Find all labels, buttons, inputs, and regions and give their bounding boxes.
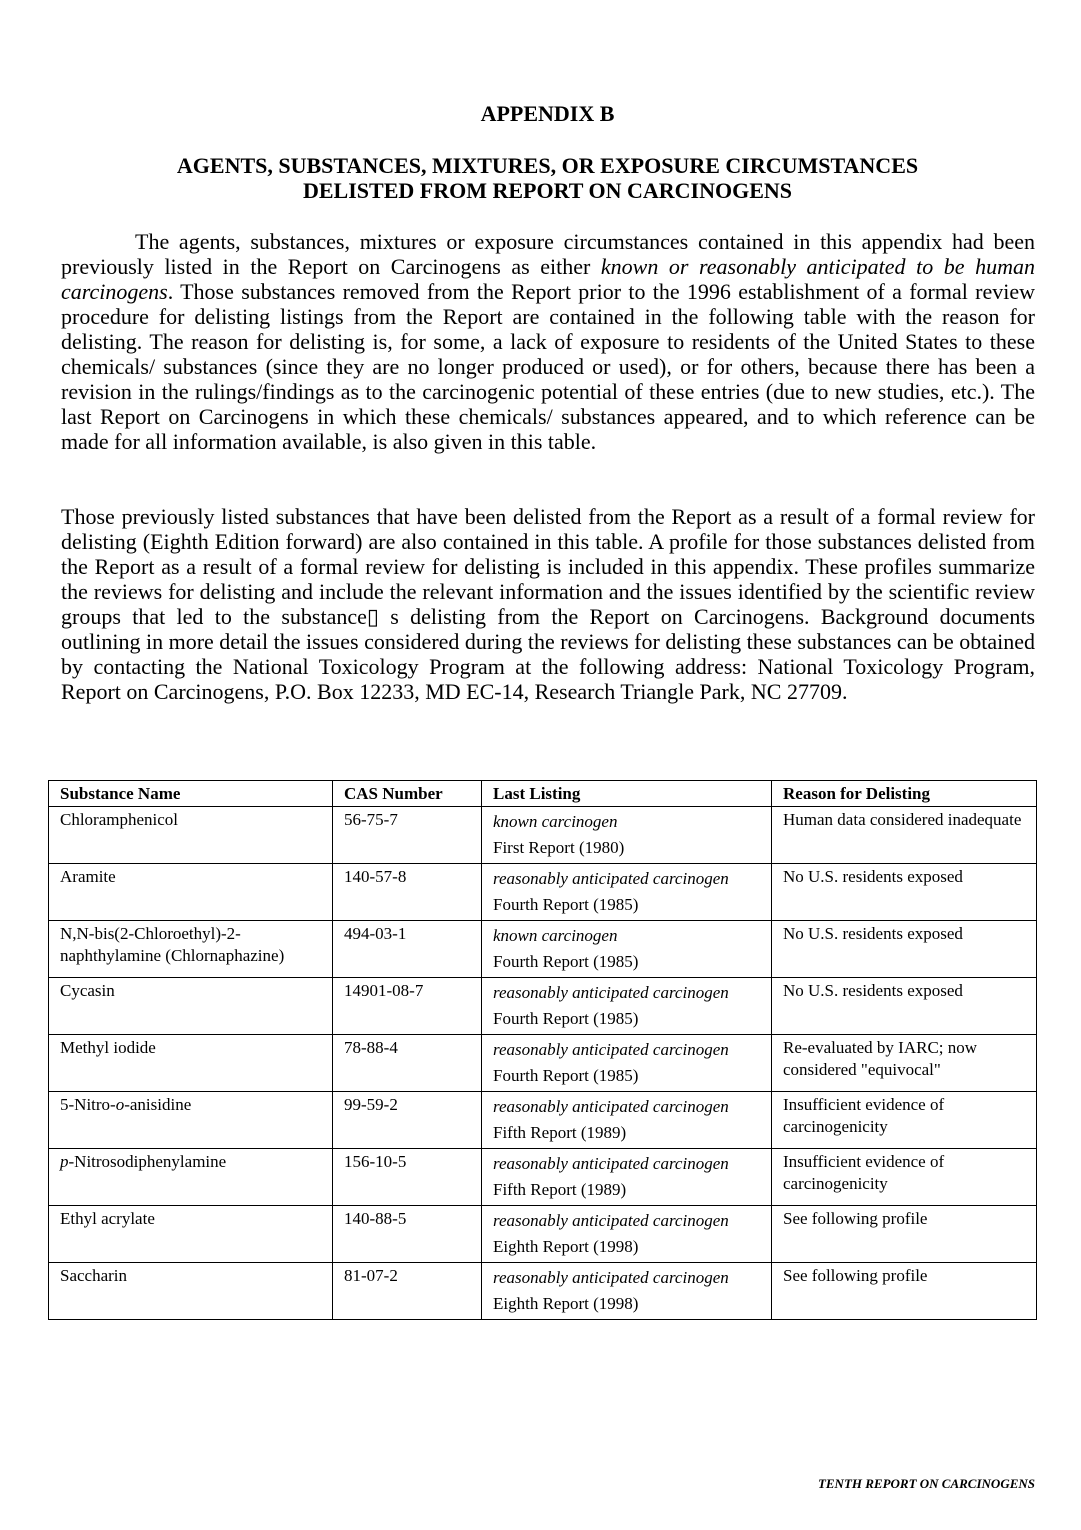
last-listing-cell: [482, 1035, 772, 1092]
table-row: [49, 1149, 1037, 1206]
table-row: [49, 1206, 1037, 1263]
substance-name-cell: [49, 978, 333, 1035]
listing-report: First Report (1980): [493, 838, 625, 857]
cas-number-cell: 99-59-2: [333, 1092, 482, 1149]
intro-paragraph-end: . Those substances removed from the Report prior to the 1996 establishment of a formal review procedure for delisting listings from the Report are contained in the following table with the reason for delisting. The reason for delisting is, for some, a lack of exposure to residents of the United States to these chemicals/ substances (since they are no longer produced or used), or for others, because there has been a revision in the rulings/findings as to the carcinogenic potential of these entries (due to new studies, etc.). The last Report on Carcinogens in which these chemicals/ substances appeared, and to which reference can be made for all information available, is also given in this table.: [61, 279, 1035, 454]
substance-name: Cycasin: [60, 981, 115, 1000]
listing-report: Eighth Report (1998): [493, 1237, 639, 1256]
delisting-reason-cell: See following profile: [772, 1206, 1037, 1263]
table-row: [49, 978, 1037, 1035]
listing-classification: reasonably anticipated carcinogen: [493, 869, 729, 888]
delisting-reason-cell: See following profile: [772, 1263, 1037, 1320]
substance-name-cell: [49, 864, 333, 921]
listing-classification: reasonably anticipated carcinogen: [493, 1097, 729, 1116]
cas-number-cell: 140-88-5: [333, 1206, 482, 1263]
last-listing-cell: [482, 864, 772, 921]
listing-report: Fifth Report (1989): [493, 1180, 627, 1199]
cas-number-cell: 140-57-8: [333, 864, 482, 921]
delisting-reason-cell: No U.S. residents exposed: [772, 978, 1037, 1035]
delisted-substances-table: [48, 780, 1037, 1320]
profiles-paragraph: Those previously listed substances that have been delisted from the Report as a result of a formal review for delisting (Eighth Edition forward) are also contained in this table. A profile for those substances delisted from the Report as a result of a formal review for delisting is included in this appendix. These profiles summarize the reviews for delisting and include the relevant information and the issues identified by the scientific review groups that led to the substance▯ s delisting from the Report on Carcinogens. Background documents outlining in more detail the issues considered during the reviews for delisting these substances can be obtained by contacting the National Toxicology Program at the following address: National Toxicology Program, Report on Carcinogens, P.O. Box 12233, MD EC-14, Research Triangle Park, NC 27709.: [61, 504, 1035, 704]
delisting-reason-cell: No U.S. residents exposed: [772, 921, 1037, 978]
table-row: [49, 1092, 1037, 1149]
appendix-title: APPENDIX B: [480, 101, 615, 126]
substance-name-cell: [49, 1092, 333, 1149]
last-listing-cell: [482, 807, 772, 864]
listing-report: Fourth Report (1985): [493, 895, 639, 914]
table-row: [49, 1035, 1037, 1092]
intro-paragraph: [61, 229, 1035, 454]
delisting-reason-cell: Insufficient evidence of carcinogenicity: [772, 1092, 1037, 1149]
substance-name: Aramite: [60, 867, 116, 886]
substance-name: Chloramphenicol: [60, 810, 179, 829]
substance-name: N,N-bis(2-Chloroethyl)-2-naphthylamine (Chlornaphazine): [60, 924, 285, 965]
intro-paragraph-italic: known or reasonably anticipated to be human carcinogens: [61, 254, 1035, 304]
substance-name-cell: [49, 1035, 333, 1092]
substance-name: Saccharin: [60, 1266, 128, 1285]
substance-name-cell: [49, 1149, 333, 1206]
listing-classification: reasonably anticipated carcinogen: [493, 1211, 729, 1230]
header-substance-name: Substance Name: [49, 781, 333, 807]
main-title-line-1: AGENTS, SUBSTANCES, MIXTURES, OR EXPOSURE CIRCUMSTANCES: [176, 153, 919, 178]
listing-report: Fourth Report (1985): [493, 952, 639, 971]
delisting-reason-cell: Human data considered inadequate: [772, 807, 1037, 864]
table-row: [49, 864, 1037, 921]
table-row: [49, 1263, 1037, 1320]
substance-name-italic: p: [60, 1152, 69, 1171]
listing-classification: reasonably anticipated carcinogen: [493, 1268, 729, 1287]
listing-report: Eighth Report (1998): [493, 1294, 639, 1313]
last-listing-cell: [482, 978, 772, 1035]
last-listing-cell: [482, 921, 772, 978]
listing-report: Fifth Report (1989): [493, 1123, 627, 1142]
last-listing-cell: [482, 1149, 772, 1206]
table-header-row: [49, 781, 1037, 807]
header-last-listing: Last Listing: [482, 781, 772, 807]
main-title: [0, 153, 1081, 203]
header-cas-number: CAS Number: [333, 781, 482, 807]
listing-report: Fourth Report (1985): [493, 1066, 639, 1085]
cas-number-cell: 78-88-4: [333, 1035, 482, 1092]
cas-number-cell: 14901-08-7: [333, 978, 482, 1035]
cas-number-cell: 494-03-1: [333, 921, 482, 978]
last-listing-cell: [482, 1206, 772, 1263]
substance-name-cell: [49, 1263, 333, 1320]
listing-classification: known carcinogen: [493, 926, 618, 945]
header-reason-for-delisting: Reason for Delisting: [772, 781, 1037, 807]
substance-name-cell: [49, 1206, 333, 1263]
cas-number-cell: 56-75-7: [333, 807, 482, 864]
table-row: [49, 807, 1037, 864]
last-listing-cell: [482, 1263, 772, 1320]
delisting-reason-cell: Insufficient evidence of carcinogenicity: [772, 1149, 1037, 1206]
delisting-reason-cell: No U.S. residents exposed: [772, 864, 1037, 921]
substance-name: -anisidine: [124, 1095, 192, 1114]
intro-paragraph-start: The agents, substances, mixtures or exposure circumstances contained in this appendix had been previously listed in the Report on Carcinogens as either: [61, 229, 1035, 279]
listing-report: Fourth Report (1985): [493, 1009, 639, 1028]
main-title-line-2: DELISTED FROM REPORT ON CARCINOGENS: [303, 178, 792, 203]
substance-name: -Nitrosodiphenylamine: [68, 1152, 227, 1171]
cas-number-cell: 81-07-2: [333, 1263, 482, 1320]
last-listing-cell: [482, 1092, 772, 1149]
delisting-reason-cell: Re-evaluated by IARC; now considered "equivocal": [772, 1035, 1037, 1092]
running-footer: TENTH REPORT ON CARCINOGENS: [817, 1476, 1035, 1491]
listing-classification: reasonably anticipated carcinogen: [493, 1040, 729, 1059]
table-row: [49, 921, 1037, 978]
listing-classification: reasonably anticipated carcinogen: [493, 1154, 729, 1173]
substance-name-cell: [49, 807, 333, 864]
substance-name-cell: [49, 921, 333, 978]
substance-name-prefix: 5-Nitro-: [60, 1095, 116, 1114]
listing-classification: reasonably anticipated carcinogen: [493, 983, 729, 1002]
listing-classification: known carcinogen: [493, 812, 618, 831]
substance-name: Ethyl acrylate: [60, 1209, 155, 1228]
cas-number-cell: 156-10-5: [333, 1149, 482, 1206]
table-body: [49, 807, 1037, 1320]
substance-name: Methyl iodide: [60, 1038, 156, 1057]
substance-name-italic: o: [115, 1095, 125, 1114]
